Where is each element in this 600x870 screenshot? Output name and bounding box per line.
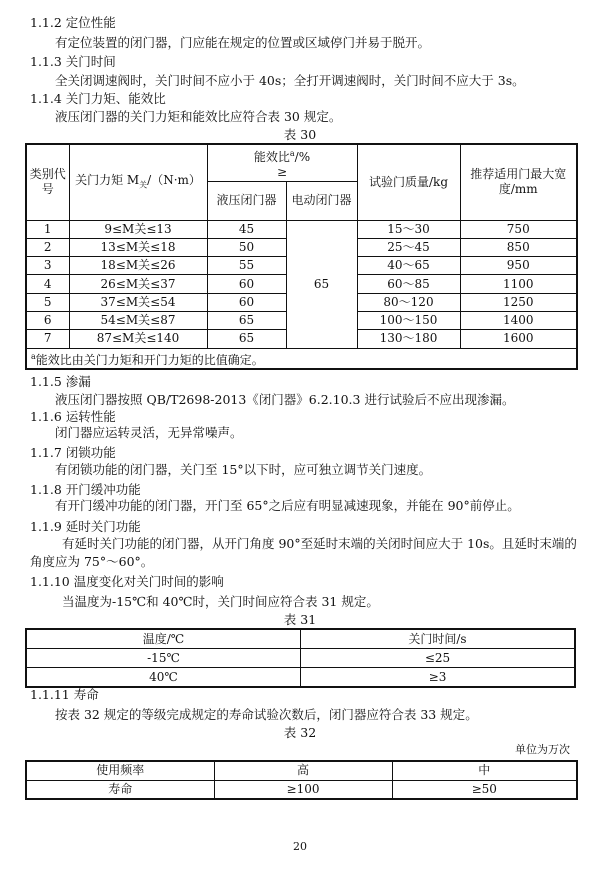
- cell-width: 950: [460, 257, 577, 275]
- heading-1-1-7: 1.1.7 闭锁功能: [30, 445, 116, 460]
- paragraph: 全关闭调速阀时，关门时间不应小于 40s；全打开调速阀时，关门时间不应大于 3s。: [55, 73, 525, 88]
- cell-code: 3: [26, 257, 69, 275]
- table-32: [25, 760, 578, 800]
- paragraph: 当温度为-15℃和 40℃时，关门时间应符合表 31 规定。: [62, 594, 379, 609]
- header-electric: 电动闭门器: [286, 181, 357, 220]
- paragraph: 有闭锁功能的闭门器，关门至 15°以下时，应可独立调节关门速度。: [55, 462, 432, 477]
- table-31-caption: 表 31: [283, 612, 317, 627]
- cell-hydraulic: 55: [207, 257, 286, 275]
- cell-mass: 130～180: [357, 330, 460, 348]
- header-mass: 试验门质量/kg: [357, 144, 460, 220]
- header-high: 高: [214, 761, 392, 780]
- cell-width: 1250: [460, 293, 577, 311]
- header-width: 推荐适用门最大宽度/mm: [460, 144, 577, 220]
- page-number: 20: [293, 840, 307, 853]
- table-row: [26, 668, 575, 688]
- header-closing-time: 关门时间/s: [301, 629, 576, 649]
- cell-code: 2: [26, 238, 69, 256]
- cell-mass: 100～150: [357, 311, 460, 329]
- cell-width: 1100: [460, 275, 577, 293]
- table-30: [25, 143, 578, 370]
- cell-mass: 80～120: [357, 293, 460, 311]
- cell-mass: 40～65: [357, 257, 460, 275]
- paragraph: 有延时关门功能的闭门器，从开门角度 90°至延时末端的关闭时间应大于 10s。且延时末端的: [62, 536, 577, 551]
- cell: ≥100: [214, 780, 392, 799]
- cell: ≥50: [392, 780, 577, 799]
- table-row: [26, 780, 577, 799]
- header-temperature: 温度/℃: [26, 629, 301, 649]
- table-30-caption: 表 30: [283, 127, 317, 142]
- cell-width: 1600: [460, 330, 577, 348]
- cell: 寿命: [26, 780, 214, 799]
- header-hydraulic: 液压闭门器: [207, 181, 286, 220]
- cell: ≥3: [301, 668, 576, 688]
- cell: 40℃: [26, 668, 301, 688]
- cell: -15℃: [26, 649, 301, 668]
- cell-hydraulic: 45: [207, 220, 286, 238]
- cell-hydraulic: 65: [207, 330, 286, 348]
- header-code: 类别代号: [26, 144, 69, 220]
- table-32-caption: 表 32: [283, 725, 317, 740]
- cell-torque: 54≤M关≤87: [69, 311, 207, 329]
- cell-mass: 25～45: [357, 238, 460, 256]
- paragraph: 按表 32 规定的等级完成规定的寿命试验次数后，闭门器应符合表 33 规定。: [55, 707, 478, 722]
- header-efficiency: 能效比$^a$/% ≥: [207, 144, 357, 181]
- heading-1-1-8: 1.1.8 开门缓冲功能: [30, 482, 141, 497]
- cell-width: 850: [460, 238, 577, 256]
- cell-torque: 13≤M关≤18: [69, 238, 207, 256]
- paragraph-continued: 角度应为 75°～60°。: [30, 554, 154, 569]
- header-medium: 中: [392, 761, 577, 780]
- cell-hydraulic: 50: [207, 238, 286, 256]
- heading-1-1-11: 1.1.11 寿命: [30, 687, 99, 702]
- cell-code: 7: [26, 330, 69, 348]
- header-torque: 关门力矩 $M_关/(N\cdot m)$: [69, 144, 207, 220]
- cell-hydraulic: 65: [207, 311, 286, 329]
- heading-1-1-5: 1.1.5 渗漏: [30, 374, 91, 389]
- header-frequency: 使用频率: [26, 761, 214, 780]
- cell-torque: 87≤M关≤140: [69, 330, 207, 348]
- cell-code: 5: [26, 293, 69, 311]
- cell-hydraulic: 60: [207, 275, 286, 293]
- cell-code: 1: [26, 220, 69, 238]
- table-31: [25, 628, 576, 688]
- heading-1-1-2: 1.1.2 定位性能: [30, 15, 116, 30]
- heading-1-1-4: 1.1.4 关门力矩、能效比: [30, 91, 166, 106]
- table-row: [26, 220, 577, 238]
- paragraph: 有开门缓冲功能的闭门器，开门至 65°之后应有明显减速现象，并能在 90°前停止。: [55, 498, 520, 513]
- heading-1-1-9: 1.1.9 延时关门功能: [30, 519, 141, 534]
- paragraph: 液压闭门器的关门力矩和能效比应符合表 30 规定。: [55, 109, 342, 124]
- cell: ≤25: [301, 649, 576, 668]
- heading-1-1-3: 1.1.3 关门时间: [30, 54, 116, 69]
- table-row: [26, 649, 575, 668]
- cell-mass: 60～85: [357, 275, 460, 293]
- heading-1-1-10: 1.1.10 温度变化对关门时间的影响: [30, 574, 224, 589]
- cell-torque: 26≤M关≤37: [69, 275, 207, 293]
- table-30-footnote: $^a$能效比由关门力矩和开门力矩的比值确定。: [26, 348, 577, 369]
- cell-width: 750: [460, 220, 577, 238]
- cell-width: 1400: [460, 311, 577, 329]
- paragraph: 有定位装置的闭门器，门应能在规定的位置或区域停门并易于脱开。: [55, 35, 431, 50]
- cell-torque: 18≤M关≤26: [69, 257, 207, 275]
- cell-code: 4: [26, 275, 69, 293]
- paragraph: 闭门器应运转灵活，无异常噪声。: [55, 425, 243, 440]
- cell-mass: 15～30: [357, 220, 460, 238]
- cell-electric: 65: [286, 220, 357, 348]
- heading-1-1-6: 1.1.6 运转性能: [30, 409, 116, 424]
- cell-code: 6: [26, 311, 69, 329]
- cell-hydraulic: 60: [207, 293, 286, 311]
- cell-torque: 37≤M关≤54: [69, 293, 207, 311]
- paragraph: 液压闭门器按照 QB/T2698-2013《闭门器》6.2.10.3 进行试验后不应出现渗漏。: [55, 392, 515, 407]
- table-32-unit: 单位为万次: [515, 743, 570, 756]
- cell-torque: 9≤M关≤13: [69, 220, 207, 238]
